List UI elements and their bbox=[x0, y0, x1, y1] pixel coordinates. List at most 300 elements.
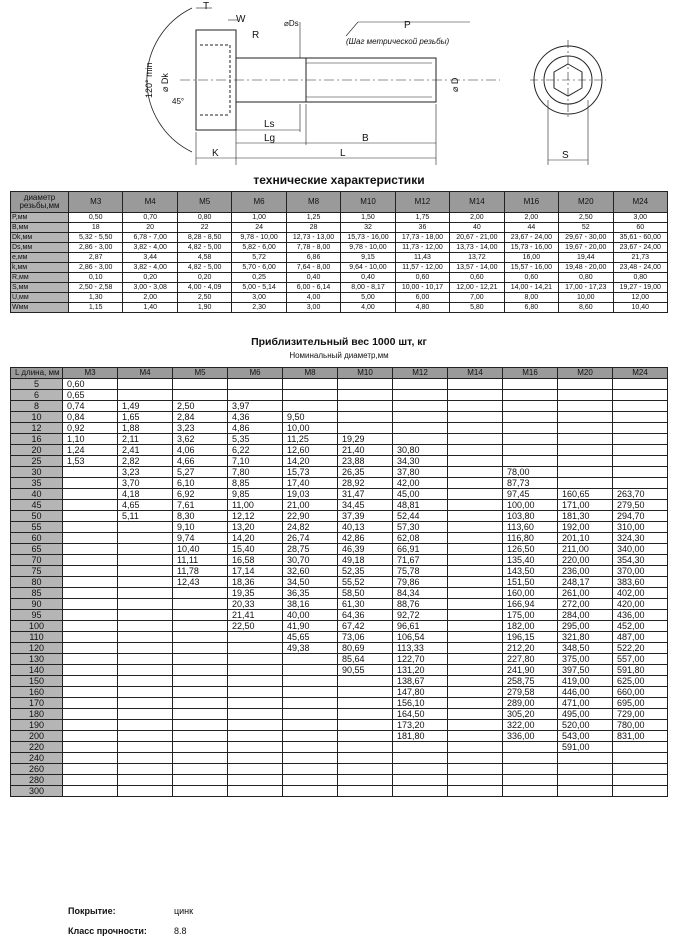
length-cell: 80 bbox=[11, 577, 63, 588]
weight-cell: 1,53 bbox=[63, 456, 118, 467]
weight-cell bbox=[338, 742, 393, 753]
table-row bbox=[11, 753, 668, 764]
table-row bbox=[11, 522, 668, 533]
weight-cell bbox=[393, 401, 448, 412]
length-cell: 300 bbox=[11, 786, 63, 797]
weight-cell bbox=[63, 698, 118, 709]
spec-cell: 8,28 - 8,50 bbox=[177, 233, 231, 243]
length-cell: 6 bbox=[11, 390, 63, 401]
weight-cell: 147,80 bbox=[393, 687, 448, 698]
weight-cell bbox=[448, 632, 503, 643]
weight-cell: 49,18 bbox=[338, 555, 393, 566]
weight-cell bbox=[613, 423, 668, 434]
weight-cell bbox=[173, 610, 228, 621]
weight-cell bbox=[63, 742, 118, 753]
weight-cell: 19,35 bbox=[228, 588, 283, 599]
weight-cell bbox=[173, 753, 228, 764]
weight-cell: 397,50 bbox=[558, 665, 613, 676]
length-cell: 140 bbox=[11, 665, 63, 676]
weight-cell bbox=[448, 522, 503, 533]
dim-label-ls: Ls bbox=[264, 119, 275, 130]
weight-cell: 263,70 bbox=[613, 489, 668, 500]
weight-cell bbox=[338, 423, 393, 434]
weight-cell: 370,00 bbox=[613, 566, 668, 577]
weight-cell bbox=[503, 423, 558, 434]
weight-cell bbox=[448, 544, 503, 555]
weight-cell bbox=[448, 379, 503, 390]
spec-cell: 24 bbox=[232, 223, 286, 233]
weight-cell: 73,06 bbox=[338, 632, 393, 643]
weight-cell bbox=[63, 555, 118, 566]
weight-cell bbox=[503, 753, 558, 764]
weight-cell bbox=[173, 621, 228, 632]
weight-cell bbox=[118, 379, 173, 390]
weight-cell: 695,00 bbox=[613, 698, 668, 709]
weight-cell bbox=[338, 698, 393, 709]
weight-cell bbox=[338, 412, 393, 423]
weight-cell: 58,50 bbox=[338, 588, 393, 599]
weight-cell: 52,44 bbox=[393, 511, 448, 522]
weight-cell bbox=[228, 390, 283, 401]
table-row bbox=[11, 643, 668, 654]
spec-cell: 17,00 - 17,23 bbox=[559, 283, 613, 293]
weight-cell: 4,36 bbox=[228, 412, 283, 423]
weight-cell: 192,00 bbox=[558, 522, 613, 533]
weight-cell bbox=[613, 742, 668, 753]
weight-cell bbox=[448, 786, 503, 797]
weight-cell bbox=[448, 654, 503, 665]
weight-size-header: M14 bbox=[448, 368, 503, 379]
spec-size-header: M14 bbox=[450, 192, 504, 213]
spec-size-header: M12 bbox=[395, 192, 449, 213]
weight-cell bbox=[283, 742, 338, 753]
angle-label-45: 45° bbox=[172, 97, 185, 106]
weight-cell: 2,11 bbox=[118, 434, 173, 445]
weight-cell: 11,25 bbox=[283, 434, 338, 445]
length-cell: 75 bbox=[11, 566, 63, 577]
weight-cell: 9,50 bbox=[283, 412, 338, 423]
weight-cell bbox=[173, 588, 228, 599]
table-row bbox=[11, 764, 668, 775]
spec-cell: 23,67 - 24,00 bbox=[504, 233, 558, 243]
weight-cell bbox=[118, 753, 173, 764]
weight-cell bbox=[558, 412, 613, 423]
weight-cell: 156,10 bbox=[393, 698, 448, 709]
weight-cell bbox=[448, 401, 503, 412]
spec-cell: 18 bbox=[69, 223, 123, 233]
weight-cell: 100,00 bbox=[503, 500, 558, 511]
spec-cell: 5,80 bbox=[450, 303, 504, 313]
weight-cell bbox=[228, 665, 283, 676]
spec-size-header: M10 bbox=[341, 192, 395, 213]
weight-cell bbox=[448, 676, 503, 687]
weight-cell: 625,00 bbox=[613, 676, 668, 687]
weight-cell bbox=[228, 379, 283, 390]
weight-cell bbox=[228, 720, 283, 731]
specifications-table bbox=[10, 191, 668, 313]
spec-cell: 4,00 bbox=[286, 293, 340, 303]
weight-cell bbox=[118, 544, 173, 555]
weight-size-header: M4 bbox=[118, 368, 173, 379]
weight-cell bbox=[503, 775, 558, 786]
spec-cell: 2,86 - 3,00 bbox=[69, 243, 123, 253]
spec-cell: 19,67 - 20,00 bbox=[559, 243, 613, 253]
weight-cell bbox=[613, 434, 668, 445]
table-row bbox=[11, 401, 668, 412]
table-row bbox=[11, 786, 668, 797]
weight-cell: 2,50 bbox=[173, 401, 228, 412]
weight-cell: 13,20 bbox=[228, 522, 283, 533]
table-row bbox=[11, 687, 668, 698]
weight-size-header: M5 bbox=[173, 368, 228, 379]
weight-cell: 21,00 bbox=[283, 500, 338, 511]
weight-cell: 175,00 bbox=[503, 610, 558, 621]
spec-cell: 12,73 - 13,00 bbox=[286, 233, 340, 243]
spec-cell: 1,30 bbox=[69, 293, 123, 303]
weight-cell bbox=[118, 632, 173, 643]
weight-cell: 11,78 bbox=[173, 566, 228, 577]
weight-cell: 11,00 bbox=[228, 500, 283, 511]
weight-cell bbox=[63, 764, 118, 775]
weight-cell bbox=[613, 379, 668, 390]
weight-cell bbox=[63, 566, 118, 577]
weight-cell: 295,00 bbox=[558, 621, 613, 632]
weight-cell bbox=[228, 753, 283, 764]
spec-row-label: Ds,мм bbox=[11, 243, 69, 253]
weight-cell bbox=[283, 698, 338, 709]
table-row bbox=[11, 610, 668, 621]
weight-cell: 487,00 bbox=[613, 632, 668, 643]
length-cell: 110 bbox=[11, 632, 63, 643]
weight-cell bbox=[63, 643, 118, 654]
weight-cell bbox=[118, 687, 173, 698]
weight-cell bbox=[448, 742, 503, 753]
weight-cell bbox=[118, 698, 173, 709]
weight-cell: 138,67 bbox=[393, 676, 448, 687]
weight-cell: 49,38 bbox=[283, 643, 338, 654]
weight-cell: 6,22 bbox=[228, 445, 283, 456]
spec-size-header: M4 bbox=[123, 192, 177, 213]
weight-cell: 1,24 bbox=[63, 445, 118, 456]
spec-cell: 5,82 - 6,00 bbox=[232, 243, 286, 253]
spec-row-label: B,мм bbox=[11, 223, 69, 233]
weight-cell bbox=[448, 588, 503, 599]
weight-cell: 12,43 bbox=[173, 577, 228, 588]
weight-cell bbox=[283, 390, 338, 401]
weight-cell bbox=[338, 720, 393, 731]
weight-cell: 1,88 bbox=[118, 423, 173, 434]
spec-cell: 16,00 bbox=[504, 253, 558, 263]
weight-cell: 8,85 bbox=[228, 478, 283, 489]
spec-row bbox=[11, 263, 668, 273]
spec-cell: 23,48 - 24,00 bbox=[613, 263, 667, 273]
spec-cell: 52 bbox=[559, 223, 613, 233]
spec-cell: 20,67 - 21,00 bbox=[450, 233, 504, 243]
weight-cell bbox=[393, 434, 448, 445]
weight-cell bbox=[393, 412, 448, 423]
weight-cell bbox=[558, 786, 613, 797]
table-row bbox=[11, 742, 668, 753]
weight-cell: 4,66 bbox=[173, 456, 228, 467]
table-row bbox=[11, 621, 668, 632]
spec-size-header: M5 bbox=[177, 192, 231, 213]
weight-cell: 4,06 bbox=[173, 445, 228, 456]
weight-cell: 34,50 bbox=[283, 577, 338, 588]
weight-cell bbox=[613, 456, 668, 467]
weight-cell bbox=[173, 687, 228, 698]
weight-cell bbox=[63, 489, 118, 500]
weight-cell bbox=[448, 467, 503, 478]
weight-cell: 14,20 bbox=[228, 533, 283, 544]
coating-value: цинк bbox=[174, 906, 194, 916]
weight-cell: 5,11 bbox=[118, 511, 173, 522]
table-row bbox=[11, 511, 668, 522]
angle-label-120: 120° min bbox=[144, 62, 154, 98]
weight-cell: 2,82 bbox=[118, 456, 173, 467]
weight-cell bbox=[338, 764, 393, 775]
weight-cell bbox=[448, 500, 503, 511]
weight-cell: 660,00 bbox=[613, 687, 668, 698]
weight-size-header: M3 bbox=[63, 368, 118, 379]
weight-cell bbox=[448, 709, 503, 720]
weight-cell bbox=[613, 478, 668, 489]
weights-table bbox=[10, 367, 668, 797]
weight-cell bbox=[63, 753, 118, 764]
spec-cell: 0,50 bbox=[69, 213, 123, 223]
spec-row-label: e,мм bbox=[11, 253, 69, 263]
dim-label-p: P bbox=[404, 20, 411, 31]
weight-cell bbox=[118, 566, 173, 577]
weight-cell: 75,78 bbox=[393, 566, 448, 577]
weight-cell bbox=[448, 390, 503, 401]
length-cell: 120 bbox=[11, 643, 63, 654]
length-cell: 12 bbox=[11, 423, 63, 434]
weight-cell: 160,65 bbox=[558, 489, 613, 500]
weight-cell bbox=[63, 467, 118, 478]
spec-cell: 3,00 - 3,08 bbox=[123, 283, 177, 293]
weight-cell: 17,14 bbox=[228, 566, 283, 577]
dim-label-d: ⌀ D bbox=[450, 77, 460, 92]
spec-cell: 1,40 bbox=[123, 303, 177, 313]
weight-cell: 46,39 bbox=[338, 544, 393, 555]
weight-cell bbox=[448, 456, 503, 467]
weight-cell: 452,00 bbox=[613, 621, 668, 632]
weight-cell: 131,20 bbox=[393, 665, 448, 676]
weight-cell: 61,30 bbox=[338, 599, 393, 610]
weight-cell bbox=[173, 775, 228, 786]
weight-cell: 305,20 bbox=[503, 709, 558, 720]
weight-cell: 495,00 bbox=[558, 709, 613, 720]
weight-cell bbox=[558, 390, 613, 401]
weight-cell bbox=[118, 764, 173, 775]
weight-cell: 96,61 bbox=[393, 621, 448, 632]
weight-cell: 37,39 bbox=[338, 511, 393, 522]
spec-cell: 3,82 - 4,00 bbox=[123, 263, 177, 273]
table-row bbox=[11, 665, 668, 676]
spec-size-header: M3 bbox=[69, 192, 123, 213]
spec-cell: 15,73 - 16,00 bbox=[341, 233, 395, 243]
weight-cell bbox=[503, 401, 558, 412]
weight-table-subtitle: Номинальный диаметр,мм bbox=[289, 351, 389, 360]
weight-cell bbox=[503, 742, 558, 753]
length-cell: 5 bbox=[11, 379, 63, 390]
weight-cell bbox=[338, 775, 393, 786]
spec-row-label: k,мм bbox=[11, 263, 69, 273]
spec-cell: 5,00 - 5,14 bbox=[232, 283, 286, 293]
weight-cell: 15,73 bbox=[283, 467, 338, 478]
spec-row bbox=[11, 233, 668, 243]
table-row bbox=[11, 478, 668, 489]
weight-cell bbox=[558, 478, 613, 489]
table-row bbox=[11, 434, 668, 445]
weight-cell: 321,80 bbox=[558, 632, 613, 643]
weight-cell bbox=[63, 610, 118, 621]
spec-cell: 1,50 bbox=[341, 213, 395, 223]
table-row bbox=[11, 467, 668, 478]
weight-cell bbox=[393, 742, 448, 753]
weight-cell bbox=[228, 643, 283, 654]
weight-cell bbox=[283, 665, 338, 676]
weight-cell: 143,50 bbox=[503, 566, 558, 577]
weight-cell bbox=[228, 632, 283, 643]
spec-row bbox=[11, 253, 668, 263]
weight-cell: 37,80 bbox=[393, 467, 448, 478]
spec-cell: 0,80 bbox=[613, 273, 667, 283]
weight-cell: 212,20 bbox=[503, 643, 558, 654]
spec-header-line2: резьбы,мм bbox=[19, 201, 60, 210]
spec-size-header: M6 bbox=[232, 192, 286, 213]
weight-cell bbox=[173, 731, 228, 742]
weight-cell: 543,00 bbox=[558, 731, 613, 742]
weight-cell bbox=[448, 533, 503, 544]
weight-cell: 258,75 bbox=[503, 676, 558, 687]
spec-table-title: технические характеристики bbox=[253, 173, 425, 187]
weight-size-header: M8 bbox=[283, 368, 338, 379]
spec-cell: 15,57 - 16,00 bbox=[504, 263, 558, 273]
weight-cell: 34,30 bbox=[393, 456, 448, 467]
spec-size-header: M16 bbox=[504, 192, 558, 213]
length-cell: 65 bbox=[11, 544, 63, 555]
weight-cell: 164,50 bbox=[393, 709, 448, 720]
length-cell: 170 bbox=[11, 698, 63, 709]
spec-cell: 0,20 bbox=[123, 273, 177, 283]
spec-row-label: Dk,мм bbox=[11, 233, 69, 243]
weight-cell: 5,27 bbox=[173, 467, 228, 478]
weight-cell bbox=[338, 753, 393, 764]
weight-cell bbox=[118, 731, 173, 742]
weight-cell: 24,82 bbox=[283, 522, 338, 533]
weight-cell bbox=[448, 555, 503, 566]
weight-cell bbox=[173, 379, 228, 390]
spec-row bbox=[11, 293, 668, 303]
spec-row bbox=[11, 273, 668, 283]
weight-cell bbox=[118, 720, 173, 731]
spec-cell: 9,15 bbox=[341, 253, 395, 263]
weight-cell: 419,00 bbox=[558, 676, 613, 687]
weight-cell: 97,45 bbox=[503, 489, 558, 500]
weight-cell: 171,00 bbox=[558, 500, 613, 511]
weight-cell bbox=[283, 687, 338, 698]
coating-line bbox=[68, 906, 193, 916]
weight-cell bbox=[338, 390, 393, 401]
weight-cell: 11,11 bbox=[173, 555, 228, 566]
weight-cell bbox=[393, 390, 448, 401]
weight-cell bbox=[448, 610, 503, 621]
spec-cell: 3,00 bbox=[286, 303, 340, 313]
weight-cell: 8,30 bbox=[173, 511, 228, 522]
weight-cell bbox=[118, 577, 173, 588]
spec-row bbox=[11, 303, 668, 313]
dim-label-t: T bbox=[203, 1, 210, 12]
weight-cell bbox=[63, 533, 118, 544]
spec-cell: 15,73 - 16,00 bbox=[504, 243, 558, 253]
weight-cell bbox=[448, 478, 503, 489]
weight-cell bbox=[613, 753, 668, 764]
table-row bbox=[11, 390, 668, 401]
weight-cell bbox=[228, 676, 283, 687]
dim-label-r: R bbox=[252, 30, 260, 41]
weight-cell bbox=[338, 786, 393, 797]
spec-cell: 7,64 - 8,00 bbox=[286, 263, 340, 273]
spec-cell: 13,72 bbox=[450, 253, 504, 263]
spec-cell: 4,82 - 5,00 bbox=[177, 263, 231, 273]
spec-cell: 2,00 bbox=[504, 213, 558, 223]
weight-cell: 2,41 bbox=[118, 445, 173, 456]
spec-cell: 4,00 bbox=[341, 303, 395, 313]
spec-cell: 12,00 - 12,21 bbox=[450, 283, 504, 293]
weight-cell: 241,90 bbox=[503, 665, 558, 676]
spec-cell: 8,60 bbox=[559, 303, 613, 313]
spec-cell: 60 bbox=[613, 223, 667, 233]
spec-cell: 0,25 bbox=[232, 273, 286, 283]
weight-cell bbox=[283, 654, 338, 665]
dim-label-lg: Lg bbox=[264, 133, 276, 144]
spec-cell: 40 bbox=[450, 223, 504, 233]
weight-cell bbox=[173, 390, 228, 401]
weight-cell bbox=[283, 379, 338, 390]
spec-cell: 11,73 - 12,00 bbox=[395, 243, 449, 253]
spec-cell: 2,50 bbox=[559, 213, 613, 223]
weight-cell: 22,50 bbox=[228, 621, 283, 632]
spec-cell: 6,86 bbox=[286, 253, 340, 263]
length-cell: 190 bbox=[11, 720, 63, 731]
weight-cell bbox=[63, 775, 118, 786]
spec-cell: 10,00 - 10,17 bbox=[395, 283, 449, 293]
weight-cell bbox=[448, 412, 503, 423]
weight-cell bbox=[118, 533, 173, 544]
length-cell: 45 bbox=[11, 500, 63, 511]
spec-cell: 35,61 - 60,00 bbox=[613, 233, 667, 243]
weight-cell bbox=[558, 775, 613, 786]
weight-cell: 261,00 bbox=[558, 588, 613, 599]
weight-cell bbox=[118, 665, 173, 676]
length-cell: 220 bbox=[11, 742, 63, 753]
weight-cell bbox=[173, 676, 228, 687]
weight-cell bbox=[118, 588, 173, 599]
weight-cell: 15,40 bbox=[228, 544, 283, 555]
weight-cell bbox=[118, 599, 173, 610]
weight-cell bbox=[228, 764, 283, 775]
weight-cell: 84,34 bbox=[393, 588, 448, 599]
length-cell: 90 bbox=[11, 599, 63, 610]
weight-cell: 87,73 bbox=[503, 478, 558, 489]
weight-cell: 3,70 bbox=[118, 478, 173, 489]
weight-size-header: M16 bbox=[503, 368, 558, 379]
weight-cell: 116,80 bbox=[503, 533, 558, 544]
weight-cell bbox=[448, 599, 503, 610]
length-cell: 55 bbox=[11, 522, 63, 533]
spec-cell: 3,44 bbox=[123, 253, 177, 263]
